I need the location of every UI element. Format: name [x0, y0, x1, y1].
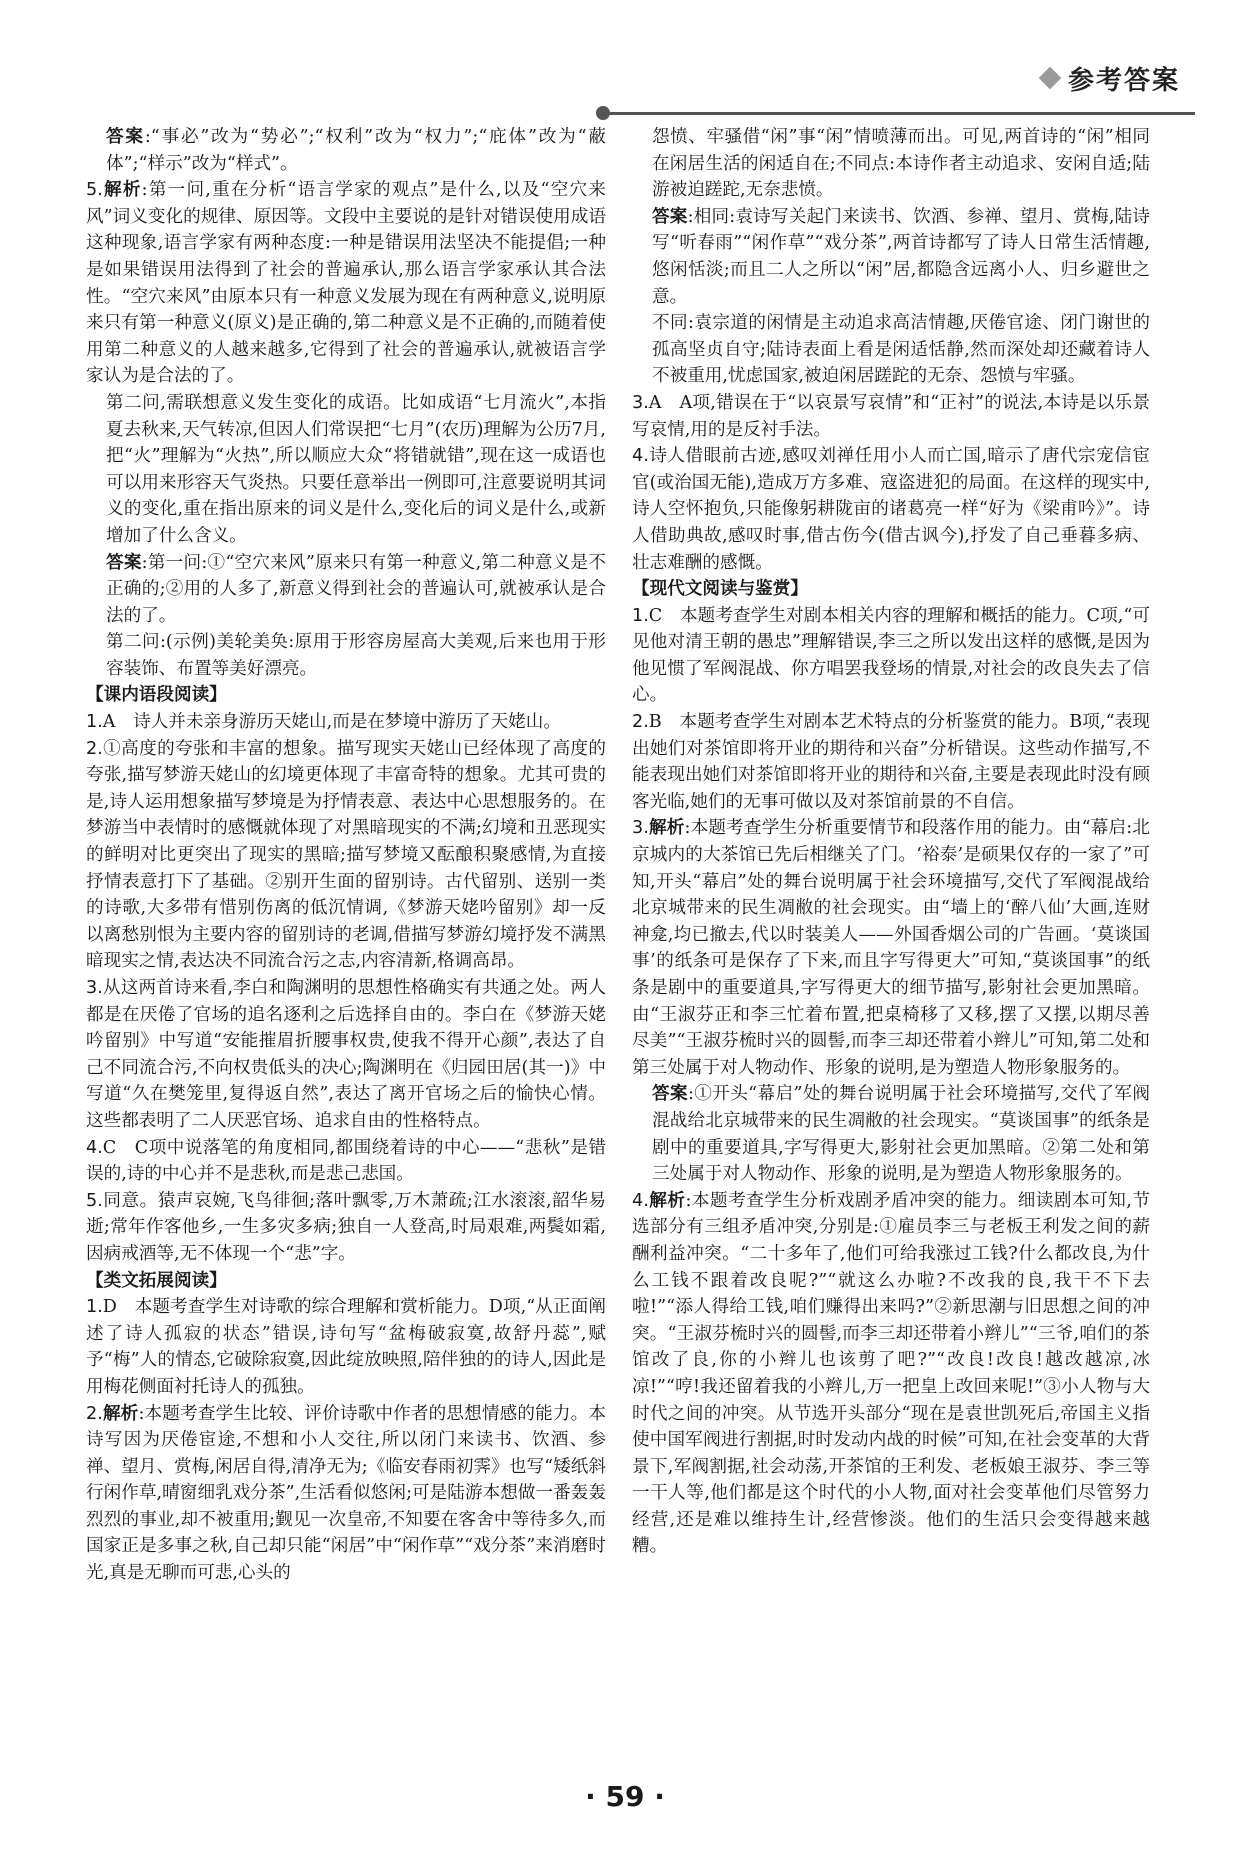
answer-item [632, 1188, 1150, 1560]
answer-item [86, 736, 606, 975]
answer-label: 答案 [652, 206, 688, 227]
paragraph-text: :本题考查学生分析戏剧矛盾冲突的能力。细读剧本可知,节选部分有三组矛盾冲突,分别是:①雇员李三与老板王利发之间的薪酬利益冲突。“二十多年了,他们可给我涨过工钱?什么都改良,为什么工钱不跟着改良呢?”“就这么办啦?不改我的良,我干不下去啦!”“添人得给工钱,咱们赚得出来吗?”②新思潮与旧思想之间的冲突。“王淑芬梳时兴的圆髻,而李三却还带着小辫儿”“三爷,咱们的茶馆改了良,你的小辫儿也该剪了吧?”“改良!改良!越改越凉,冰凉!”“哼!我还留着我的小辫儿,万一把皇上改回来呢!”③小人物与大时代之间的冲突。从节选开头部分“现在是袁世凯死后,帝国主义指使中国军阀进行割据,时时发动内战的时候”可知,在社会变革的大背景下,军阀割据,社会动荡,开茶馆的王利发、老板娘王淑芬、李三等一干人等,他们都是这个时代的小人物,面对社会变革他们尽管努力经营,还是难以维持生计,经营惨淡。他们的生活只会变得越来越糟。 [632, 1190, 1150, 1557]
paragraph-text: 第二问,需联想意义发生变化的成语。比如成语“七月流火”,本指夏去秋来,天气转凉,但因人们常误把“七月”(农历)理解为公历7月,把“火”理解为“火热”,所以顺应大众“将错就错”,现在这一成语也可以用来形容天气炎热。只要任意举出一例即可,注意要说明其词义的变化,重在指出原来的词义是什么,变化后的词义是什么,或新增加了什么含义。 [106, 392, 606, 546]
text-paragraph [632, 310, 1150, 390]
paragraph-text: 不同:袁宗道的闲情是主动追求高洁情趣,厌倦官途、闭门谢世的孤高坚贞自守;陆诗表面上看是闲适恬静,然而深处却还藏着诗人不被重用,忧虑国家,被迫闲居蹉跎的无奈、怨愤与牢骚。 [652, 313, 1150, 387]
page-header [1042, 58, 1180, 98]
answer-item [632, 709, 1150, 815]
item-number: 3. [632, 818, 649, 839]
paragraph-text: :第一问:①“空穴来风”原来只有第一种意义,第二种意义是不正确的;②用的人多了,新意义得到社会的普遍认可,就被承认是合法的了。 [106, 552, 606, 626]
left-block-3 [86, 1294, 606, 1587]
answer-paragraph [632, 204, 1150, 310]
item-number: 2. [86, 738, 103, 759]
answer-paragraph [632, 1081, 1150, 1187]
right-block-2 [632, 603, 1150, 1560]
item-number: 5. [86, 180, 103, 201]
item-number: 1. [86, 712, 103, 733]
paragraph-text: A A项,错误在于“以哀景写哀情”和“正衬”的说法,本诗是以乐景写哀情,用的是反衬手法。 [632, 392, 1150, 440]
right-column [632, 124, 1150, 1560]
diamond-icon [1039, 67, 1062, 90]
answer-item [86, 1135, 606, 1188]
header-title: 参考答案 [1067, 65, 1180, 96]
text-paragraph [86, 629, 606, 682]
text-paragraph [86, 390, 606, 550]
item-number: 2. [86, 1403, 103, 1424]
answer-paragraph [86, 124, 606, 177]
answer-item [86, 975, 606, 1135]
answer-label: 解析 [648, 1190, 686, 1211]
answer-item [86, 709, 606, 736]
paragraph-text: ①高度的夸张和丰富的想象。描写现实天姥山已经体现了高度的夸张,描写梦游天姥山的幻境更体现了丰富奇特的想象。尤其可贵的是,诗人运用想象描写梦境是为抒情表意、表达中心思想服务的。在梦游当中表情时的感慨就体现了对黑暗现实的不满;幻境和丑恶现实的鲜明对比更突出了现实的黑暗;描写梦境又酝酿积聚感情,为直接抒情表意打下了基础。②别开生面的留别诗。古代留别、送别一类的诗歌,大多带有惜别伤离的低沉情调,《梦游天姥吟留别》却一反以离愁别恨为主要内容的留别诗的老调,借描写梦游幻境抒发不满黑暗现实之情,表达决不同流合污之志,内容清新,格调高昂。 [86, 738, 606, 972]
section-heading: 【课内语段阅读】 [86, 685, 227, 706]
paragraph-text: :第一问,重在分析“语言学家的观点”是什么,以及“空穴来风”词义变化的规律、原因等。文段中主要说的是针对错误使用成语这种现象,语言学家有两种态度:一种是错误用法坚决不能提倡;一种是如果错误用法得到了社会的普遍承认,那么语言学家承认其合法性。“空穴来风”由原本只有一种意义发展为现在有两种意义,说明原来只有第一种意义(原义)是正确的,第二种意义是不正确的,而随着使用第二种意义的人越来越多,它得到了社会的普遍承认,就被语言学家认为是合法的了。 [86, 180, 606, 387]
header-rule-dot [596, 106, 610, 120]
text-paragraph [632, 124, 1150, 204]
answer-item [632, 443, 1150, 576]
answer-label: 答案 [106, 127, 145, 147]
paragraph-text: D 本题考查学生对诗歌的综合理解和赏析能力。D项,“从正面阐述了诗人孤寂的状态”错误,诗句写“盆梅破寂寞,故舒丹蕊”,赋予“梅”人的情态,它破除寂寞,因此绽放映照,陪伴独的的诗人,因此是用梅花侧面衬托诗人的孤独。 [86, 1297, 606, 1397]
paragraph-text: 第二问:(示例)美轮美奂:原用于形容房屋高大美观,后来也用于形容装饰、布置等美好漂亮。 [106, 632, 606, 679]
item-number: 4. [86, 1137, 103, 1158]
answer-label: 答案 [652, 1084, 688, 1105]
paragraph-text: B 本题考查学生对剧本艺术特点的分析鉴赏的能力。B项,“表现出她们对茶馆即将开业的期待和兴奋”分析错误。这些动作描写,不能表现出她们对茶馆即将开业的期待和兴奋,主要是表现此时没有顾客光临,她们的无事可做以及对茶馆前景的不自信。 [632, 712, 1150, 812]
paragraph-text: C 本题考查学生对剧本相关内容的理解和概括的能力。C项,“可见他对清王朝的愚忠”理解错误,李三之所以发出这样的感慨,是因为他见惯了军阀混战、你方唱罢我登场的情景,对社会的改良失去了信心。 [632, 605, 1150, 706]
section-heading: 【类文拓展阅读】 [86, 1270, 227, 1291]
section-heading: 【现代文阅读与鉴赏】 [632, 579, 808, 600]
paragraph-text: :相同:袁诗写关起门来读书、饮酒、参禅、望月、赏梅,陆诗写“听春雨”“闲作草”“戏分茶”,两首诗都写了诗人日常生活情趣,悠闲恬淡;而且二人之所以“闲”居,都隐含远离小人、归乡避世之意。 [652, 206, 1150, 307]
header-rule [600, 112, 1195, 115]
paragraph-text: 诗人借眼前古迹,感叹刘禅任用小人而亡国,暗示了唐代宗宠信宦官(或治国无能),造成万方多难、寇盗进犯的局面。在这样的现实中,诗人空怀抱负,只能像躬耕陇亩的诸葛亮一样“好为《梁甫吟》”。诗人借助典故,感叹时事,借古伤今(借古讽今),抒发了自己垂暮多病、壮志难酬的感慨。 [632, 446, 1150, 573]
item-number: 2. [632, 712, 649, 733]
item-number: 5. [86, 1190, 103, 1211]
paragraph-text: A 诗人并未亲身游历天姥山,而是在梦境中游历了天姥山。 [102, 712, 561, 733]
answer-label: 解析 [102, 180, 142, 201]
paragraph-text: 从这两首诗来看,李白和陶渊明的思想性格确实有共通之处。两人都是在厌倦了官场的追名逐利之后选择自由的。李白在《梦游天姥吟留别》中写道“安能摧眉折腰事权贵,使我不得开心颜”,表达了自己不同流合污,不向权贵低头的决心;陶渊明在《归园田居(其一)》中写道“久在樊笼里,复得返自然”,表达了离开官场之后的愉快心情。这些都表明了二人厌恶官场、追求自由的性格特点。 [86, 978, 606, 1131]
answer-label: 解析 [102, 1403, 139, 1424]
paragraph-text: :本题考查学生分析重要情节和段落作用的能力。由“幕启:北京城内的大茶馆已先后相继关了门。‘裕泰’是硕果仅存的一家了”可知,开头“幕启”处的舞台说明属于社会环境描写,交代了军阀混战给北京城带来的民生凋敝的社会现实。由“墙上的‘醉八仙’大画,连财神龛,均已撤去,代以时装美人——外国香烟公司的广告画。‘莫谈国事’的纸条可是保存了下来,而且字写得更大”可知,“莫谈国事”的纸条是剧中的重要道具,字写得更大的细节描写,影射社会更加黑暗。由“王淑芬正和李三忙着布置,把桌椅移了又移,摆了又摆,以期尽善尽美”“王淑芬梳时兴的圆髻,而李三却还带着小辫儿”可知,第二处和第三处属于对人物动作、形象的说明,是为塑造人物形象服务的。 [632, 818, 1150, 1078]
answer-item [632, 815, 1150, 1081]
answer-label: 答案 [106, 552, 142, 573]
left-block-1 [86, 124, 606, 682]
answer-label: 解析 [648, 818, 685, 839]
item-number: 4. [632, 1190, 649, 1211]
answer-item [632, 390, 1150, 443]
paragraph-text: :①开头“幕启”处的舞台说明属于社会环境描写,交代了军阀混战给北京城带来的民生凋敝的社会现实。“莫谈国事”的纸条是剧中的重要道具,字写得更大,影射社会更加黑暗。②第二处和第三处属于对人物动作、形象的说明,是为塑造人物形象服务的。 [652, 1084, 1150, 1185]
left-column [86, 124, 606, 1587]
answer-paragraph [86, 550, 606, 630]
paragraph-text: 怨愤、牢骚借“闲”事“闲”情喷薄而出。可见,两首诗的“闲”相同在闲居生活的闲适自在;不同点:本诗作者主动追求、安闲自适;陆游被迫蹉跎,无奈悲愤。 [652, 127, 1150, 201]
paragraph-text: :“事必”改为“势必”;“权利”改为“权力”;“庇体”改为“蔽体”;“样示”改为“样式”。 [106, 127, 606, 174]
item-number: 4. [632, 446, 649, 467]
paragraph-text: C C项中说落笔的角度相同,都围绕着诗的中心——“悲秋”是错误的,诗的中心并不是悲秋,而是悲己悲国。 [86, 1137, 606, 1185]
answer-item [632, 603, 1150, 709]
answer-item [86, 1188, 606, 1268]
item-number: 3. [632, 392, 649, 413]
paragraph-text: :本题考查学生比较、评价诗歌中作者的思想情感的能力。本诗写因为厌倦宦途,不想和小人交往,所以闭门来读书、饮酒、参禅、望月、赏梅,闲居自得,清净无为;《临安春雨初霁》也写“矮纸斜行闲作草,晴窗细乳戏分茶”,生活看似悠闲;可是陆游本想做一番轰轰烈烈的事业,却不被重用;觐见一次皇帝,不知要在客舍中等待多久,而国家正是多事之秋,自己却只能“闲居”中“闲作草”“戏分茶”来消磨时光,真是无聊而可悲,心头的 [86, 1403, 606, 1584]
answer-item [86, 1401, 606, 1587]
answer-item [86, 1294, 606, 1400]
page-number: · 59 · [585, 1780, 665, 1813]
item-number: 3. [86, 978, 103, 998]
answer-item [86, 177, 606, 390]
right-block-1 [632, 124, 1150, 576]
left-block-2 [86, 709, 606, 1267]
item-number: 1. [86, 1297, 103, 1318]
item-number: 1. [632, 605, 649, 626]
paragraph-text: 同意。猿声哀婉,飞鸟徘徊;落叶飘零,万木萧疏;江水滚滚,韶华易逝;常年作客他乡,一生多灾多病;独自一人登高,时局艰难,两鬓如霜,因病戒酒等,无不体现一个“悲”字。 [86, 1190, 606, 1264]
